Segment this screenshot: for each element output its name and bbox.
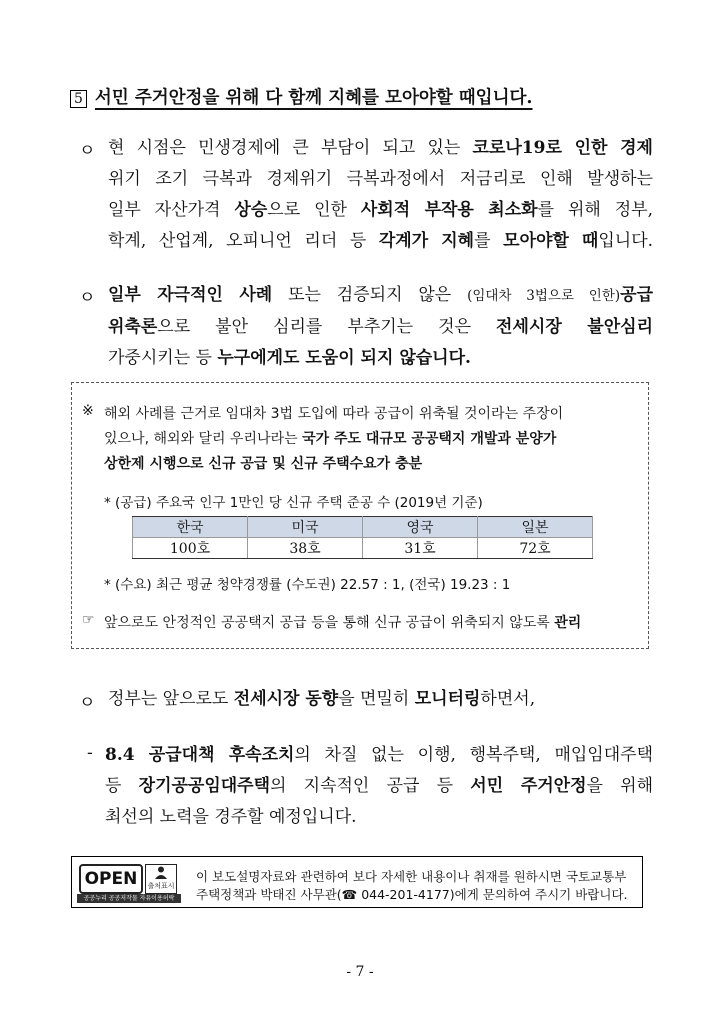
text-run: 일부 자산가격 <box>108 200 235 220</box>
text-run: 등 <box>105 776 139 796</box>
text-run: 를 위해 정부, <box>537 200 653 220</box>
text-run-bold: 모아야할 때 <box>503 231 599 251</box>
text-run: 위기 조기 극복과 경제위기 극복과정에서 저금리로 인해 발생하는 <box>108 169 653 189</box>
text-run: 또는 검증되지 않은 <box>272 285 468 305</box>
attribution-badge <box>145 864 177 894</box>
text-run-bold: 국가 주도 대규모 공공택지 개발과 분양가 <box>302 431 557 447</box>
table-cell: 38호 <box>248 538 363 559</box>
bullet-marker: ㅇ <box>79 141 96 161</box>
text-run-bold: 각계가 지혜 <box>378 231 475 251</box>
text-run-small: (임대차 3법으로 인한) <box>467 288 621 304</box>
demand-note: * (수요) 최근 평균 청약경쟁률 (수도권) 22.57 : 1, (전국) 19.23 : 1 <box>104 577 511 593</box>
table-header-cell: 영국 <box>363 517 478 538</box>
text-run: 정부는 앞으로도 <box>108 689 234 709</box>
table-cell: 31호 <box>363 538 478 559</box>
conclusion-line <box>104 612 581 632</box>
text-run-bold: 상한제 시행으로 신규 공급 및 신규 주택수요가 충분 <box>104 456 423 472</box>
text-run-bold: 누구에게도 도움이 되지 않습니다. <box>217 348 471 368</box>
paragraph-line <box>108 312 653 343</box>
text-run: 하면서, <box>480 689 536 709</box>
text-run-bold: 전세시장 동향 <box>233 689 339 709</box>
paragraph-line <box>108 343 653 374</box>
text-run-bold: 서민 주거안정 <box>470 776 587 796</box>
text-run: 의 지속적인 공급 등 <box>270 776 471 796</box>
badge-label: 출처표시 <box>147 882 175 890</box>
arrow-mark: ☞ <box>82 612 95 628</box>
text-run: 최선의 노력을 경주할 예정입니다. <box>105 807 357 827</box>
table-header-cell: 한국 <box>133 517 248 538</box>
text-run-bold: 관리 <box>554 615 582 631</box>
bullet-marker: ㅇ <box>79 288 96 308</box>
paragraph-line <box>105 740 653 771</box>
note-line-2 <box>104 428 556 448</box>
text-run: 학계, 산업계, 오피니언 리더 등 <box>108 231 379 251</box>
paragraph-line <box>108 195 653 226</box>
note-mark: ※ <box>82 403 94 419</box>
paragraph-2 <box>108 280 653 374</box>
text-run: 을 면밀히 <box>338 689 415 709</box>
section-number: 5 <box>70 90 87 108</box>
person-icon <box>154 865 168 879</box>
table-cell: 72호 <box>478 538 593 559</box>
contact-line-2: 주택정책과 박태진 사무관(☎ 044-201-4177)에게 문의하여 주시기 바랍니다. <box>196 887 628 902</box>
paragraph-line <box>108 133 653 164</box>
text-run-bold: 일부 자극적인 사례 <box>108 285 273 305</box>
text-run-bold: 장기공공임대주택 <box>138 776 271 796</box>
license-strip: 공공누리 공공저작물 자유이용허락 <box>77 894 181 903</box>
note-line-1: 해외 사례를 근거로 임대차 3법 도입에 따라 공급이 위축될 것이라는 주장이 <box>104 406 564 422</box>
contact-line-1: 이 보도설명자료와 관련하여 보다 자세한 내용이나 취재를 원하시면 국토교통부 <box>196 869 627 884</box>
paragraph-line <box>105 771 653 802</box>
text-run: 으로 불안 심리를 부추기는 것은 <box>157 317 497 337</box>
text-run: 를 <box>474 231 504 251</box>
table-header-cell: 미국 <box>248 517 363 538</box>
open-license-logo <box>77 862 181 902</box>
text-run: 가중시키는 등 <box>108 348 218 368</box>
text-run-bold: 상승 <box>234 200 268 220</box>
paragraph-1 <box>108 133 653 257</box>
table-row <box>133 538 593 559</box>
contact-box <box>71 856 643 908</box>
paragraph-line <box>105 802 653 833</box>
text-run-bold: 위축론 <box>108 317 158 337</box>
open-logo-text: OPEN <box>79 864 143 894</box>
text-run-bold: 사회적 부작용 최소화 <box>360 200 538 220</box>
text-run: 의 차질 없는 이행, 행복주택, 매입임대주택 <box>294 745 653 765</box>
paragraph-line <box>108 280 653 312</box>
text-run-bold: 공급 <box>620 285 653 305</box>
dash-marker: - <box>87 743 93 763</box>
table-cell: 100호 <box>133 538 248 559</box>
paragraph-line <box>108 226 653 257</box>
text-run: 현 시점은 민생경제에 큰 부담이 되고 있는 <box>108 138 473 158</box>
paragraph-4 <box>105 740 653 833</box>
table-header-cell: 일본 <box>478 517 593 538</box>
section-title: 서민 주거안정을 위해 다 함께 지혜를 모아야할 때입니다. <box>94 88 533 108</box>
text-run: 으로 인한 <box>267 200 361 220</box>
text-run-bold: 8.4 공급대책 후속조치 <box>105 745 295 765</box>
section-heading <box>70 84 532 109</box>
text-run: 을 위해 <box>586 776 654 796</box>
bullet-marker: ㅇ <box>79 693 96 713</box>
paragraph-3 <box>108 684 535 709</box>
text-run: 있으나, 해외와 달리 우리나라는 <box>104 431 303 447</box>
text-run: 앞으로도 안정적인 공공택지 공급 등을 통해 신규 공급이 위축되지 않도록 <box>104 615 555 631</box>
text-run: 입니다. <box>598 231 654 251</box>
text-run-bold: 전세시장 불안심리 <box>496 317 653 337</box>
page-number: - 7 - <box>346 964 374 980</box>
note-line-3 <box>104 453 422 473</box>
paragraph-line <box>108 164 653 195</box>
text-run-bold: 모니터링 <box>414 689 481 709</box>
text-run-bold: 코로나19로 인한 경제 <box>472 138 653 158</box>
supply-table <box>132 516 593 559</box>
supply-note: * (공급) 주요국 인구 1만인 당 신규 주택 준공 수 (2019년 기준) <box>104 495 483 511</box>
table-header-row <box>133 517 593 538</box>
